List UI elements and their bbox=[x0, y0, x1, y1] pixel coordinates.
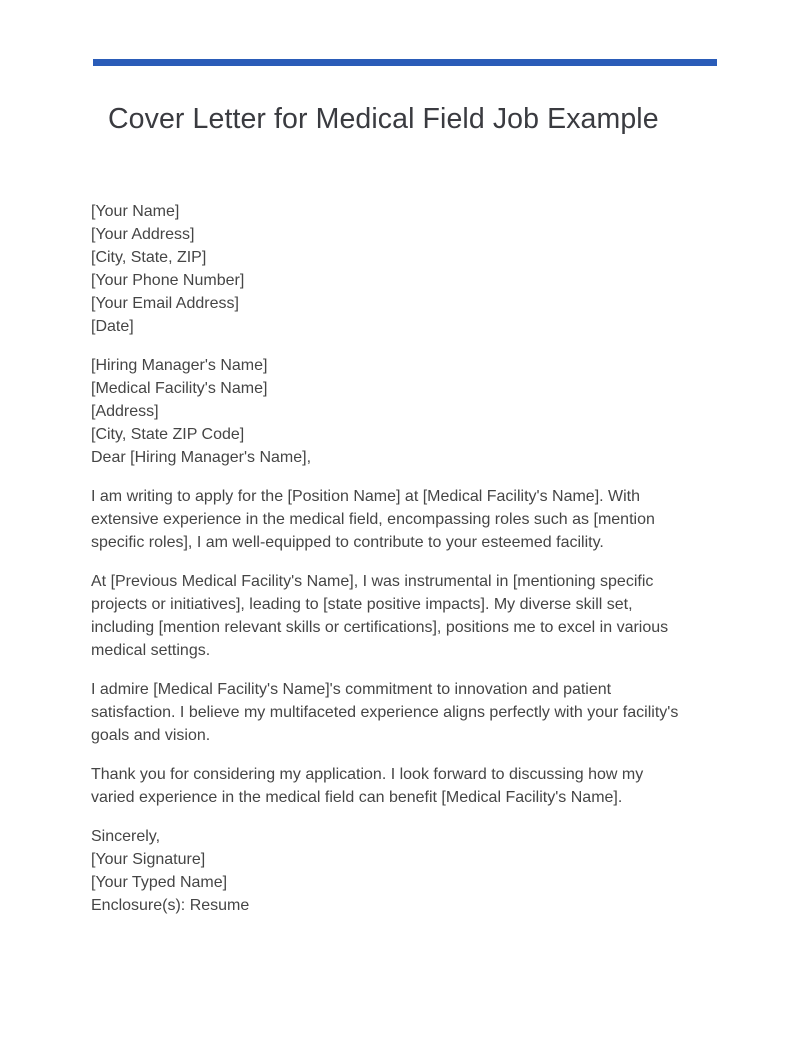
paragraph-text: Thank you for considering my application. I look forward to discussing how my varied experience in the medical field can benefit [Medical Facility's Name]. bbox=[91, 766, 644, 806]
body-paragraph-1 bbox=[91, 485, 691, 554]
paragraph-text: At [Previous Medical Facility's Name], I was instrumental in [mentioning specific projects or initiatives], leading to [state positive impacts]. My diverse skill set, including [mention relevant skills or certifications], positions me to excel in various medical settings. bbox=[91, 573, 669, 659]
body-paragraph-3 bbox=[91, 678, 691, 747]
accent-bar bbox=[93, 59, 717, 66]
body-paragraph-2 bbox=[91, 570, 691, 662]
sender-phone: [Your Phone Number] bbox=[91, 272, 245, 289]
closing-block bbox=[91, 825, 691, 917]
recipient-city-state-zip: [City, State ZIP Code] bbox=[91, 426, 245, 443]
sender-email: [Your Email Address] bbox=[91, 295, 239, 312]
paragraph-text: I admire [Medical Facility's Name]'s commitment to innovation and patient satisfaction. I believe my multifaceted experience aligns perfectly with your facility's goals and vision. bbox=[91, 681, 679, 744]
sender-block bbox=[91, 200, 691, 338]
body-paragraph-4 bbox=[91, 763, 691, 809]
recipient-name: [Hiring Manager's Name] bbox=[91, 357, 268, 374]
salutation: Dear [Hiring Manager's Name], bbox=[91, 449, 312, 466]
enclosures: Enclosure(s): Resume bbox=[91, 897, 250, 914]
sender-address: [Your Address] bbox=[91, 226, 195, 243]
signature: [Your Signature] bbox=[91, 851, 206, 868]
closing-phrase: Sincerely, bbox=[91, 828, 161, 845]
typed-name: [Your Typed Name] bbox=[91, 874, 228, 891]
letter-body bbox=[91, 200, 691, 917]
recipient-facility: [Medical Facility's Name] bbox=[91, 380, 268, 397]
recipient-block bbox=[91, 354, 691, 469]
sender-city-state-zip: [City, State, ZIP] bbox=[91, 249, 207, 266]
page-title: Cover Letter for Medical Field Job Example bbox=[108, 103, 659, 135]
recipient-address: [Address] bbox=[91, 403, 159, 420]
paragraph-text: I am writing to apply for the [Position Name] at [Medical Facility's Name]. With extensive experience in the medical field, encompassing roles such as [mention specific roles], I am well-equipped to contribute to your esteemed facility. bbox=[91, 488, 655, 551]
sender-name: [Your Name] bbox=[91, 203, 180, 220]
letter-date: [Date] bbox=[91, 318, 134, 335]
